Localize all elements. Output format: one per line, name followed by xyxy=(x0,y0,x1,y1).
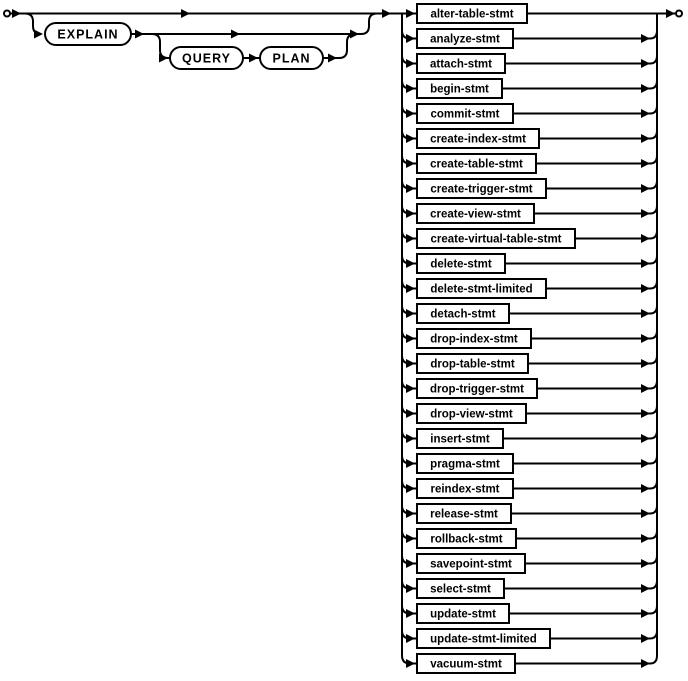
arrowhead-icon xyxy=(406,634,415,643)
nonterminal-create-virtual-table-stmt-label: create-virtual-table-stmt xyxy=(430,233,562,246)
arrowhead-icon xyxy=(406,559,415,568)
arrowhead-icon xyxy=(641,459,650,468)
row-merge-curve xyxy=(650,156,657,164)
nonterminal-delete-stmt-label: delete-stmt xyxy=(430,258,492,271)
row-merge-curve xyxy=(650,606,657,614)
arrowhead-icon xyxy=(12,9,21,18)
row-merge-curve xyxy=(650,631,657,639)
arrowhead-icon xyxy=(641,634,650,643)
explain-branch-curve xyxy=(25,14,41,35)
arrowhead-icon xyxy=(406,209,415,218)
row-merge-curve xyxy=(650,431,657,439)
arrowhead-icon xyxy=(406,484,415,493)
row-merge-curve xyxy=(650,81,657,89)
start-terminal-node xyxy=(4,11,10,17)
row-merge-curve xyxy=(650,531,657,539)
arrowhead-icon xyxy=(34,30,43,39)
end-terminal-node xyxy=(676,11,682,17)
arrowhead-icon xyxy=(406,659,415,668)
arrowhead-icon xyxy=(641,509,650,518)
arrowhead-icon xyxy=(328,54,337,63)
nonterminal-create-table-stmt-label: create-table-stmt xyxy=(430,158,523,171)
arrowhead-icon xyxy=(666,9,675,18)
nonterminal-update-stmt-limited-label: update-stmt-limited xyxy=(430,633,537,646)
nonterminal-drop-table-stmt-label: drop-table-stmt xyxy=(430,358,515,371)
row-merge-curve xyxy=(650,281,657,289)
nonterminal-create-index-stmt-label: create-index-stmt xyxy=(430,133,526,146)
arrowhead-icon xyxy=(406,534,415,543)
arrowhead-icon xyxy=(641,434,650,443)
row-merge-curve xyxy=(650,56,657,64)
arrowhead-icon xyxy=(641,34,650,43)
nonterminal-update-stmt-label: update-stmt xyxy=(430,608,496,621)
arrowhead-icon xyxy=(406,309,415,318)
keyword-plan-label: PLAN xyxy=(272,51,311,66)
arrowhead-icon xyxy=(406,34,415,43)
arrowhead-icon xyxy=(641,384,650,393)
row-merge-curve xyxy=(650,556,657,564)
arrowhead-icon xyxy=(641,359,650,368)
arrowhead-icon xyxy=(406,259,415,268)
arrowhead-icon xyxy=(641,109,650,118)
nonterminal-savepoint-stmt-label: savepoint-stmt xyxy=(430,558,512,571)
nonterminal-begin-stmt-label: begin-stmt xyxy=(430,83,489,96)
row-merge-curve xyxy=(650,481,657,489)
arrowhead-icon xyxy=(406,334,415,343)
arrowhead-icon xyxy=(135,30,144,39)
arrowhead-icon xyxy=(641,184,650,193)
arrowhead-icon xyxy=(406,459,415,468)
arrowhead-icon xyxy=(406,384,415,393)
row-merge-curve xyxy=(650,256,657,264)
row-merge-curve xyxy=(650,231,657,239)
nonterminal-create-view-stmt-label: create-view-stmt xyxy=(430,208,521,221)
nonterminal-alter-table-stmt-label: alter-table-stmt xyxy=(430,8,514,21)
arrowhead-icon xyxy=(181,9,190,18)
arrowhead-icon xyxy=(641,584,650,593)
nonterminal-pragma-stmt-label: pragma-stmt xyxy=(430,458,500,471)
nonterminal-delete-stmt-limited-label: delete-stmt-limited xyxy=(430,283,533,296)
row-merge-curve xyxy=(650,206,657,214)
row-merge-curve xyxy=(650,456,657,464)
arrowhead-icon xyxy=(249,54,258,63)
nonterminal-create-trigger-stmt-label: create-trigger-stmt xyxy=(430,183,533,196)
arrowhead-icon xyxy=(641,284,650,293)
arrowhead-icon xyxy=(406,59,415,68)
row-merge-curve xyxy=(650,181,657,189)
row-merge-curve xyxy=(650,356,657,364)
arrowhead-icon xyxy=(406,184,415,193)
arrowhead-icon xyxy=(159,54,168,63)
arrowhead-icon xyxy=(406,134,415,143)
row-merge-curve xyxy=(650,131,657,139)
arrowhead-icon xyxy=(406,434,415,443)
nonterminal-reindex-stmt-label: reindex-stmt xyxy=(430,483,500,496)
nonterminal-drop-index-stmt-label: drop-index-stmt xyxy=(430,333,518,346)
arrowhead-icon xyxy=(406,509,415,518)
arrowhead-icon xyxy=(641,609,650,618)
arrowhead-icon xyxy=(641,484,650,493)
row-merge-curve xyxy=(650,306,657,314)
row-merge-curve xyxy=(650,656,657,664)
arrowhead-icon xyxy=(406,109,415,118)
arrowhead-icon xyxy=(406,409,415,418)
arrowhead-icon xyxy=(641,209,650,218)
query-plan-merge-curve xyxy=(339,34,355,58)
explain-merge-curve xyxy=(361,14,377,35)
nonterminal-insert-stmt-label: insert-stmt xyxy=(430,433,490,446)
row-merge-curve xyxy=(650,581,657,589)
nonterminal-attach-stmt-label: attach-stmt xyxy=(430,58,492,71)
arrowhead-icon xyxy=(406,84,415,93)
arrowhead-icon xyxy=(231,30,240,39)
arrowhead-icon xyxy=(406,359,415,368)
nonterminal-rollback-stmt-label: rollback-stmt xyxy=(430,533,503,546)
row-merge-curve xyxy=(650,381,657,389)
arrowhead-icon xyxy=(641,534,650,543)
arrowhead-icon xyxy=(641,334,650,343)
arrowhead-icon xyxy=(406,584,415,593)
nonterminal-drop-view-stmt-label: drop-view-stmt xyxy=(430,408,513,421)
row-merge-curve xyxy=(650,106,657,114)
nonterminal-detach-stmt-label: detach-stmt xyxy=(430,308,496,321)
row-merge-curve xyxy=(650,506,657,514)
nonterminal-select-stmt-label: select-stmt xyxy=(430,583,491,596)
arrowhead-icon xyxy=(406,9,415,18)
arrowhead-icon xyxy=(406,159,415,168)
arrowhead-icon xyxy=(406,609,415,618)
arrowhead-icon xyxy=(641,309,650,318)
arrowhead-icon xyxy=(641,559,650,568)
nonterminal-vacuum-stmt-label: vacuum-stmt xyxy=(430,658,502,671)
arrowhead-icon xyxy=(641,84,650,93)
nonterminal-commit-stmt-label: commit-stmt xyxy=(430,108,500,121)
arrowhead-icon xyxy=(641,259,650,268)
arrowhead-icon xyxy=(641,659,650,668)
arrowhead-icon xyxy=(641,159,650,168)
nonterminal-release-stmt-label: release-stmt xyxy=(430,508,498,521)
arrowhead-icon xyxy=(641,234,650,243)
arrowhead-icon xyxy=(406,234,415,243)
arrowhead-icon xyxy=(641,59,650,68)
row-merge-curve xyxy=(650,331,657,339)
arrowhead-icon xyxy=(382,9,391,18)
keyword-query-label: QUERY xyxy=(182,51,231,66)
nonterminal-analyze-stmt-label: analyze-stmt xyxy=(430,33,500,46)
arrowhead-icon xyxy=(641,409,650,418)
nonterminal-drop-trigger-stmt-label: drop-trigger-stmt xyxy=(430,383,524,396)
arrowhead-icon xyxy=(641,134,650,143)
arrowhead-icon xyxy=(406,284,415,293)
row-merge-curve xyxy=(650,31,657,39)
keyword-explain-label: EXPLAIN xyxy=(57,27,119,42)
row-merge-curve xyxy=(650,406,657,414)
